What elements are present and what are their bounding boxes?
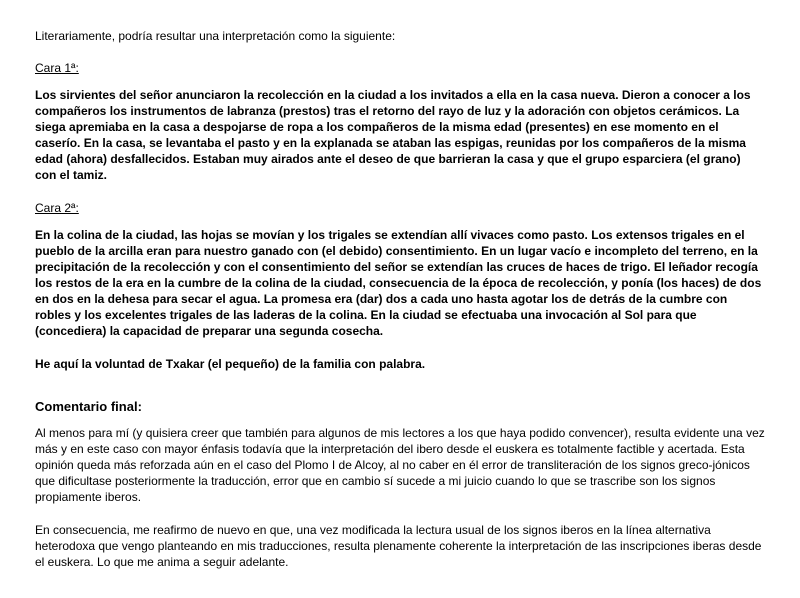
final-comment-title: Comentario final:	[35, 399, 142, 414]
side-2-translation: En la colina de la ciudad, las hojas se movían y los trigales se extendían allí vivaces como pasto. Los extensos trigales en el pueblo de la arcilla eran para nuestro ganado con (el debido) consentimiento. En un lugar vacío e incompleto del terreno, en la precipitación de la recolección y con el consentimiento del señor se extendían las cruces de haces de trigo. El leñador recogía los restos de la era en la cumbre de la colina de la ciudad, consecuencia de la época de recolección, y ponía (los haces) de dos en dos en la dehesa para secar el agua. La promesa era (dar) dos a cada uno hasta agotar los de detrás de la cumbre con robles y los excelentes trigales de las laderas de la colina. En la ciudad se efectuaba una invocación al Sol para que (concediera) la capacidad de preparar una segunda cosecha.	[35, 228, 762, 338]
closing-line: He aquí la voluntad de Txakar (el pequeño) de la familia con palabra.	[35, 357, 426, 371]
side-1-translation: Los sirvientes del señor anunciaron la recolección en la ciudad a los invitados a ella en la casa nueva. Dieron a conocer a los compañeros los instrumentos de labranza (prestos) tras el retorno del rayo de luz y la adoración con objetos cerámicos. La siega apremiaba en la casa a despojarse de ropa a los compañeros de la misma edad (presentes) en ese momento en el caserío. En la casa, se levantaba el pasto y en la explanada se ataban las espigas, reunidas por los compañeros de la misma edad (ahora) desfallecidos. Estaban muy airados ante el deseo de que barrieran la casa y que el grupo esparciera (el grano) con el tamiz.	[35, 88, 751, 182]
side-1-heading: Cara 1ª:	[35, 61, 79, 75]
document-page	[35, 28, 765, 587]
side-2-heading: Cara 2ª:	[35, 201, 79, 215]
final-comment-paragraph-2: En consecuencia, me reafirmo de nuevo en que, una vez modificada la lectura usual de los signos iberos en la línea alternativa heterodoxa que vengo planteando en mis traducciones, resulta plenamente coherente la interpretación de las inscripciones iberas desde el euskera. Lo que me anima a seguir adelante.	[35, 523, 762, 569]
intro-text: Literariamente, podría resultar una interpretación como la siguiente:	[35, 29, 396, 43]
final-comment-paragraph-1: Al menos para mí (y quisiera creer que también para algunos de mis lectores a los que haya podido convencer), resulta evidente una vez más y en este caso con mayor énfasis todavía que la interpretación del ibero desde el euskera es totalmente factible y acertada. Esta opinión queda más reforzada aún en el caso del Plomo I de Alcoy, al no caber en él error de transliteración de los signos greco-jónicos que dificultase posteriormente la traducción, error que en cambio sí sucede a mi juicio cuando lo que se trascribe son los signos propiamente iberos.	[35, 426, 765, 504]
